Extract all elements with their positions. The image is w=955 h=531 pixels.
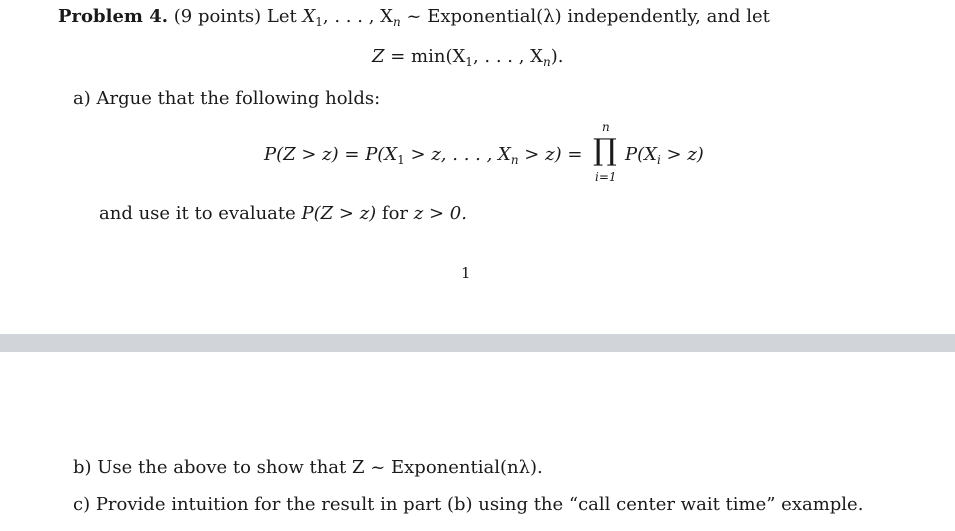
ellipsis-text: , . . . , X [322, 6, 393, 27]
eq-before-prod: > z) = [518, 144, 583, 165]
part-c-prompt: c) Provide intuition for the result in part (b) using the “call center wait time” example. [73, 494, 864, 515]
eq-lhs: P(Z > z) = P(X [264, 144, 398, 165]
equation-tail [625, 144, 704, 166]
product-lower-limit: i=1 [595, 170, 617, 184]
eq-sub-i: i [656, 153, 661, 167]
product-operator [593, 120, 621, 184]
z-rhs-start: = min(X [384, 46, 466, 67]
product-symbol: ∏ [593, 133, 617, 168]
evaluate-start: and use it to evaluate [99, 203, 302, 224]
problem-label: Problem 4. [58, 6, 169, 27]
z-mid: , . . . , X [472, 46, 543, 67]
points-text: (9 points) Let [173, 6, 297, 27]
z-lhs: Z [372, 46, 385, 67]
eq-middle: > z, . . . , X [404, 144, 511, 165]
z-end: ). [550, 46, 564, 67]
main-equation [264, 144, 582, 166]
page-divider [0, 334, 955, 352]
evaluate-expr: P(Z > z) [301, 203, 377, 224]
z-definition [372, 46, 563, 68]
part-b-prompt: b) Use the above to show that Z ~ Exponential(nλ). [73, 457, 543, 478]
eq-tail: P(X [625, 144, 657, 165]
heading-rest: ~ Exponential(λ) independently, and let [400, 6, 770, 27]
page-number: 1 [461, 264, 471, 282]
eq-sub-1: 1 [397, 153, 405, 167]
evaluate-mid: for [376, 203, 414, 224]
z-sub-1: 1 [465, 55, 473, 69]
evaluate-line [99, 203, 467, 225]
sub-1: 1 [315, 15, 323, 29]
problem-heading [58, 6, 770, 28]
evaluate-cond: z > 0. [413, 203, 467, 224]
product-upper-limit: n [602, 120, 610, 134]
eq-tail-end: > z) [660, 144, 704, 165]
eq-sub-n: n [510, 153, 519, 167]
part-a-prompt: a) Argue that the following holds: [73, 88, 381, 109]
var-x: X [302, 6, 316, 27]
sub-n: n [392, 15, 401, 29]
z-sub-n: n [542, 55, 551, 69]
